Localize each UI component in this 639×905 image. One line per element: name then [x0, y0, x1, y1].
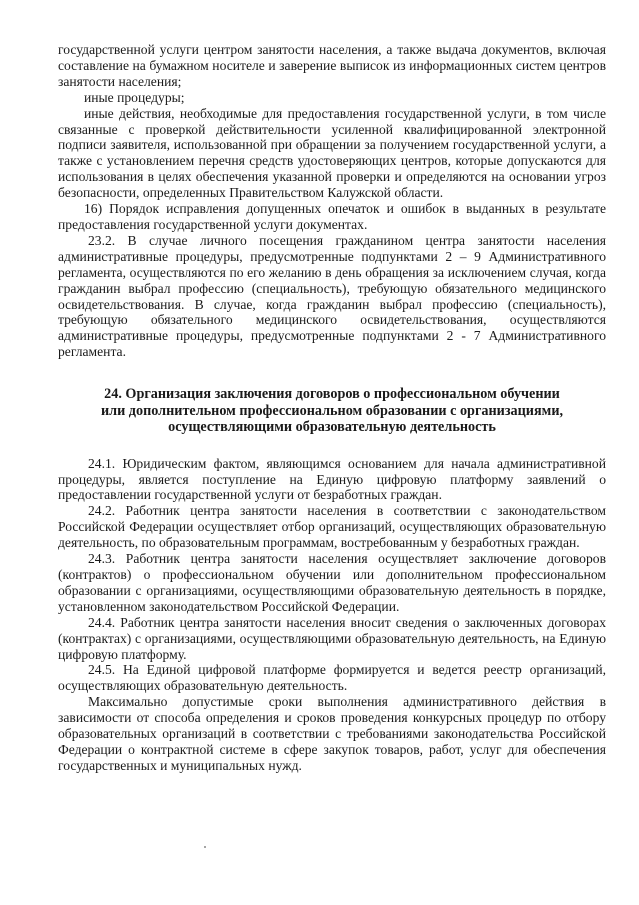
paragraph-item-16: 16) Порядок исправления допущенных опечаток и ошибок в выданных в результате предоставления государственной услуги документах. [58, 201, 606, 232]
paragraph-23-2: 23.2. В случае личного посещения гражданином центра занятости населения административные процедуры, предусмотренные подпунктами 2 – 9 Административного регламента, осуществляются по его желанию в день обращения за исключением случая, когда гражданин выбрал профессию (специальность), требующую обязательного медицинского освидетельствования. В случае, когда гражданин выбрал профессию (специальность), требующую обязательного медицинского освидетельствования, осуществляются административные процедуры, предусмотренные подпунктами 2 - 7 Административного регламента. [58, 232, 606, 360]
section-heading-line-2: или дополнительном профессиональном образовании с организациями, [100, 402, 564, 419]
paragraph-other-actions: иные действия, необходимые для предоставления государственной услуги, в том числе связанные с проверкой действительности усиленной квалифицированной электронной подписи заявителя, использованной при обращении за получением государственной услуги, а также с установлением перечня средств удостоверяющих центров, которые допускаются для использования в целях обеспечения указанной проверки и определяются на основании угроз безопасности, определенных Правительством Калужской области. [58, 105, 606, 201]
paragraph-continuation: государственной услуги центром занятости населения, а также выдача документов, включая составление на бумажном носителе и заверение выписок из информационных систем центров занятости населения; [58, 42, 606, 89]
paragraph-24-4: 24.4. Работник центра занятости населения вносит сведения о заключенных договорах (контрактах) с организациями, осуществляющими образовательную деятельность, на Единую цифровую платформу. [58, 614, 606, 662]
paragraph-24-3: 24.3. Работник центра занятости населения осуществляет заключение договоров (контрактов) о профессиональном обучении или дополнительном профессиональном образовании с организациями, осуществляющими образовательную деятельность в порядке, установленном законодательством Российской Федерации. [58, 551, 606, 614]
paragraph-24-2: 24.2. Работник центра занятости населения в соответствии с законодательством Российской Федерации осуществляет отбор организаций, осуществляющих образовательную деятельность, по образовательным программам, востребованным у безработных граждан. [58, 503, 606, 551]
section-heading-24 [58, 386, 606, 436]
paragraph-max-terms: Максимально допустимые сроки выполнения административного действия в зависимости от способа определения и сроков проведения конкурсных процедур по отбору образовательных организаций в соответствии с требованиями законодательства Российской Федерации о контрактной системе в сфере закупок товаров, работ, услуг для обеспечения государственных и муниципальных нужд. [58, 694, 606, 773]
section-heading-line-3: осуществляющими образовательную деятельность [168, 419, 496, 436]
document-page [58, 42, 606, 774]
paragraph-24-1: 24.1. Юридическим фактом, являющимся основанием для начала административной процедуры, является поступление на Единую цифровую платформу заявлений о предоставлении государственной услуги от безработных граждан. [58, 455, 606, 503]
paragraph-24-5: 24.5. На Единой цифровой платформе формируется и ведется реестр организаций, осуществляющих образовательную деятельность. [58, 662, 606, 694]
scan-speck [204, 846, 206, 848]
paragraph-other-procedures: иные процедуры; [84, 89, 185, 105]
section-heading-line-1: 24. Организация заключения договоров о профессиональном обучении [104, 386, 560, 403]
